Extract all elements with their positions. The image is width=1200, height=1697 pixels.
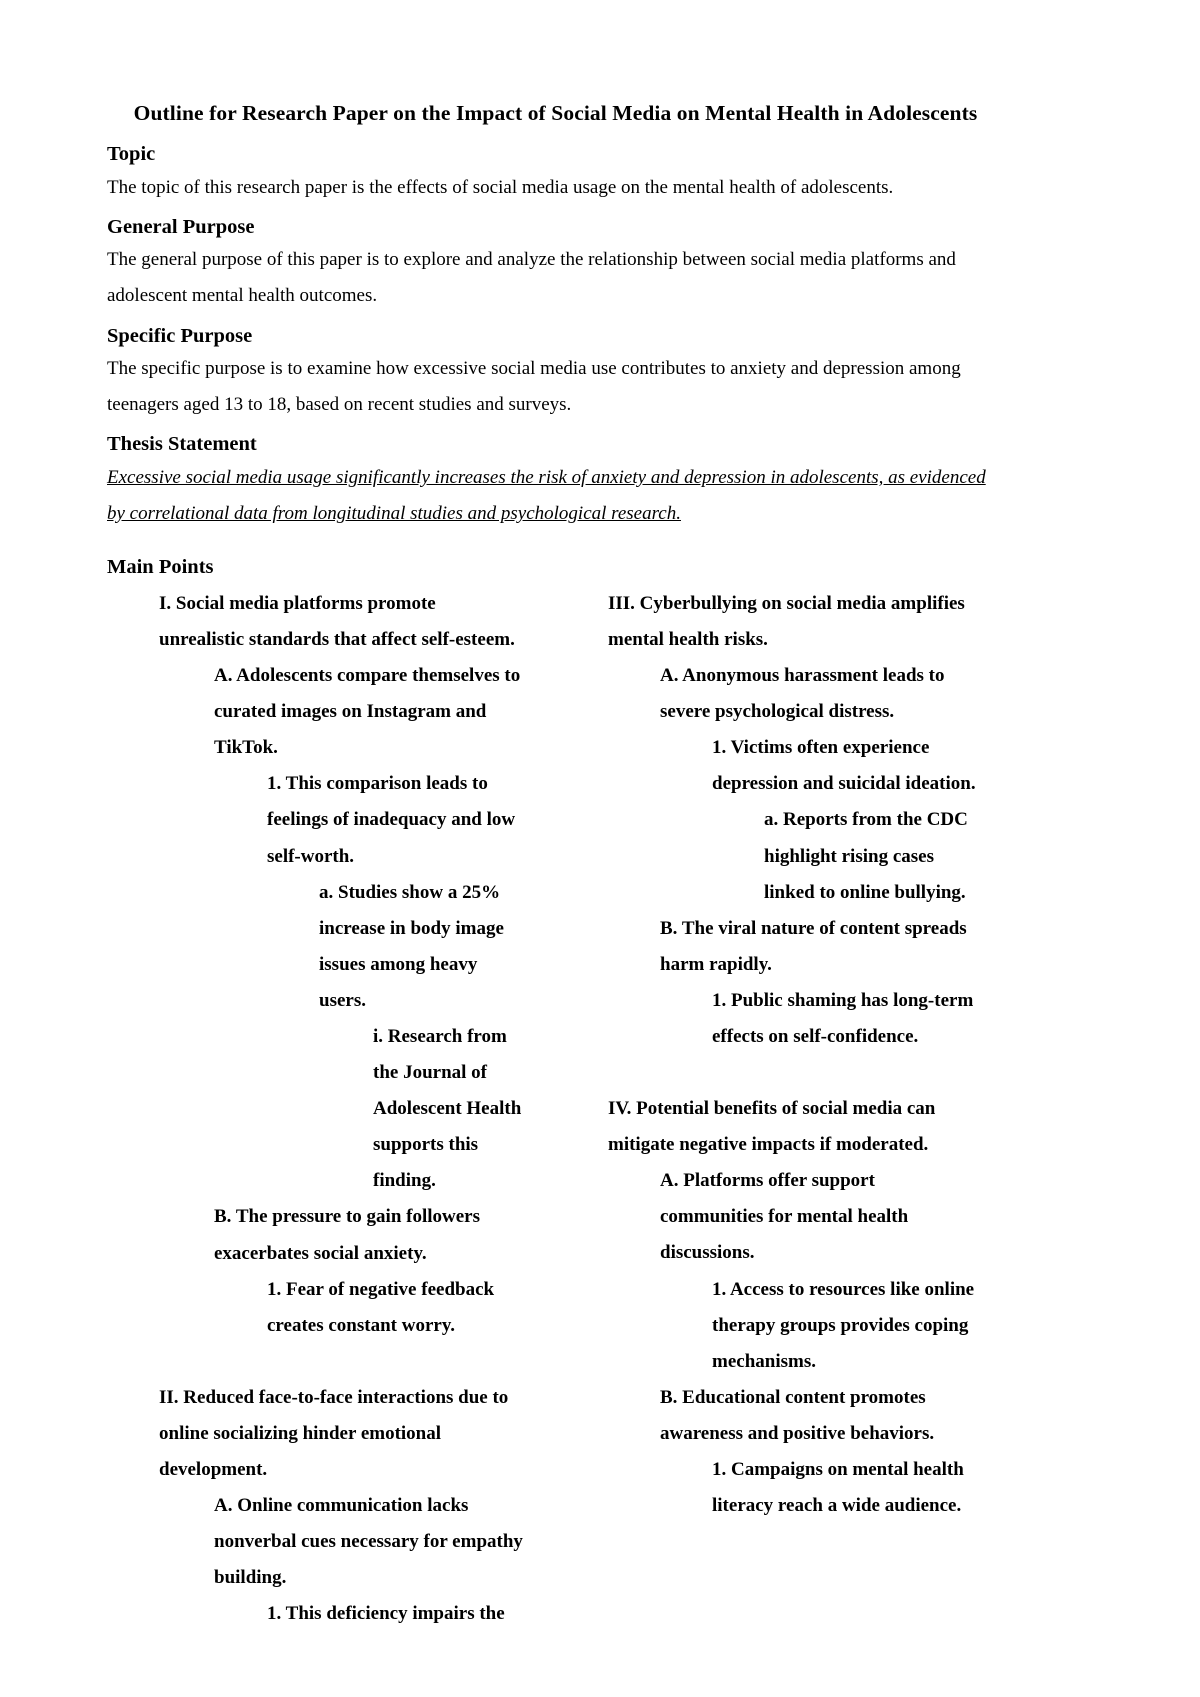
outline-item: IV. Potential benefits of social media can mitigate negative impacts if moderated. (608, 1098, 936, 1156)
outline-spacer (107, 1344, 558, 1380)
section-body-specific-purpose: The specific purpose is to examine how excessive social media use contributes to anxiety and depression among teenagers aged 13 to 18, based on recent studies and surveys. (107, 358, 961, 416)
outline-item: A. Platforms offer support communities for mental health discussions. (660, 1170, 909, 1264)
section-heading-general-purpose: General Purpose (107, 215, 255, 238)
outline-column-right (558, 586, 1009, 1524)
section-heading-topic: Topic (107, 142, 156, 165)
outline-item: II. Reduced face-to-face interactions due to online socializing hinder emotional development. (159, 1386, 509, 1481)
outline-item: B. The viral nature of content spreads harm rapidly. (660, 917, 967, 975)
section-heading-thesis-statement: Thesis Statement (107, 433, 257, 456)
outline-item: 1. Public shaming has long-term effects on self-confidence. (712, 989, 974, 1048)
outline-item: 1. Access to resources like online therapy groups provides coping mechanisms. (712, 1278, 975, 1372)
section-heading-specific-purpose: Specific Purpose (107, 324, 253, 347)
section-body-general-purpose: The general purpose of this paper is to explore and analyze the relationship between social media platforms and adolescent mental health outcomes. (107, 249, 956, 307)
page-title: Outline for Research Paper on the Impact of Social Media on Mental Health in Adolescents (133, 101, 978, 125)
outline-columns (107, 586, 1010, 1633)
outline-item: 1. Fear of negative feedback creates constant worry. (267, 1278, 495, 1336)
outline-item: 1. This comparison leads to feelings of inadequacy and low self-worth. (267, 773, 516, 867)
outline-item: B. The pressure to gain followers exacerbates social anxiety. (214, 1206, 481, 1264)
outline-spacer (598, 1055, 1009, 1091)
outline-item: A. Anonymous harassment leads to severe psychological distress. (660, 665, 945, 723)
outline-item: a. Studies show a 25% increase in body image issues among heavy users. (319, 881, 504, 1011)
outline-item: A. Online communication lacks nonverbal cues necessary for empathy building. (214, 1495, 523, 1589)
outline-item: III. Cyberbullying on social media amplifies mental health risks. (608, 592, 965, 650)
section-heading-main-points: Main Points (107, 556, 214, 579)
outline-item: a. Reports from the CDC highlight rising cases linked to online bullying. (764, 809, 968, 903)
outline-item: A. Adolescents compare themselves to curated images on Instagram and TikTok. (214, 665, 521, 759)
outline-item: i. Research from the Journal of Adolescent Health supports this finding. (373, 1026, 522, 1192)
thesis-statement-text: Excessive social media usage significantly increases the risk of anxiety and depression in adolescents, as evidenced by correlational data from longitudinal studies and psychological research. (107, 467, 986, 525)
outline-item: 1. This deficiency impairs the (267, 1603, 505, 1625)
outline-column-left (107, 586, 558, 1633)
outline-item: B. Educational content promotes awareness and positive behaviors. (660, 1386, 935, 1444)
outline-item: 1. Campaigns on mental health literacy reach a wide audience. (712, 1459, 964, 1517)
outline-item: I. Social media platforms promote unrealistic standards that affect self-esteem. (159, 592, 515, 650)
outline-item: 1. Victims often experience depression and suicidal ideation. (712, 737, 976, 795)
section-body-topic: The topic of this research paper is the effects of social media usage on the mental health of adolescents. (107, 176, 894, 198)
